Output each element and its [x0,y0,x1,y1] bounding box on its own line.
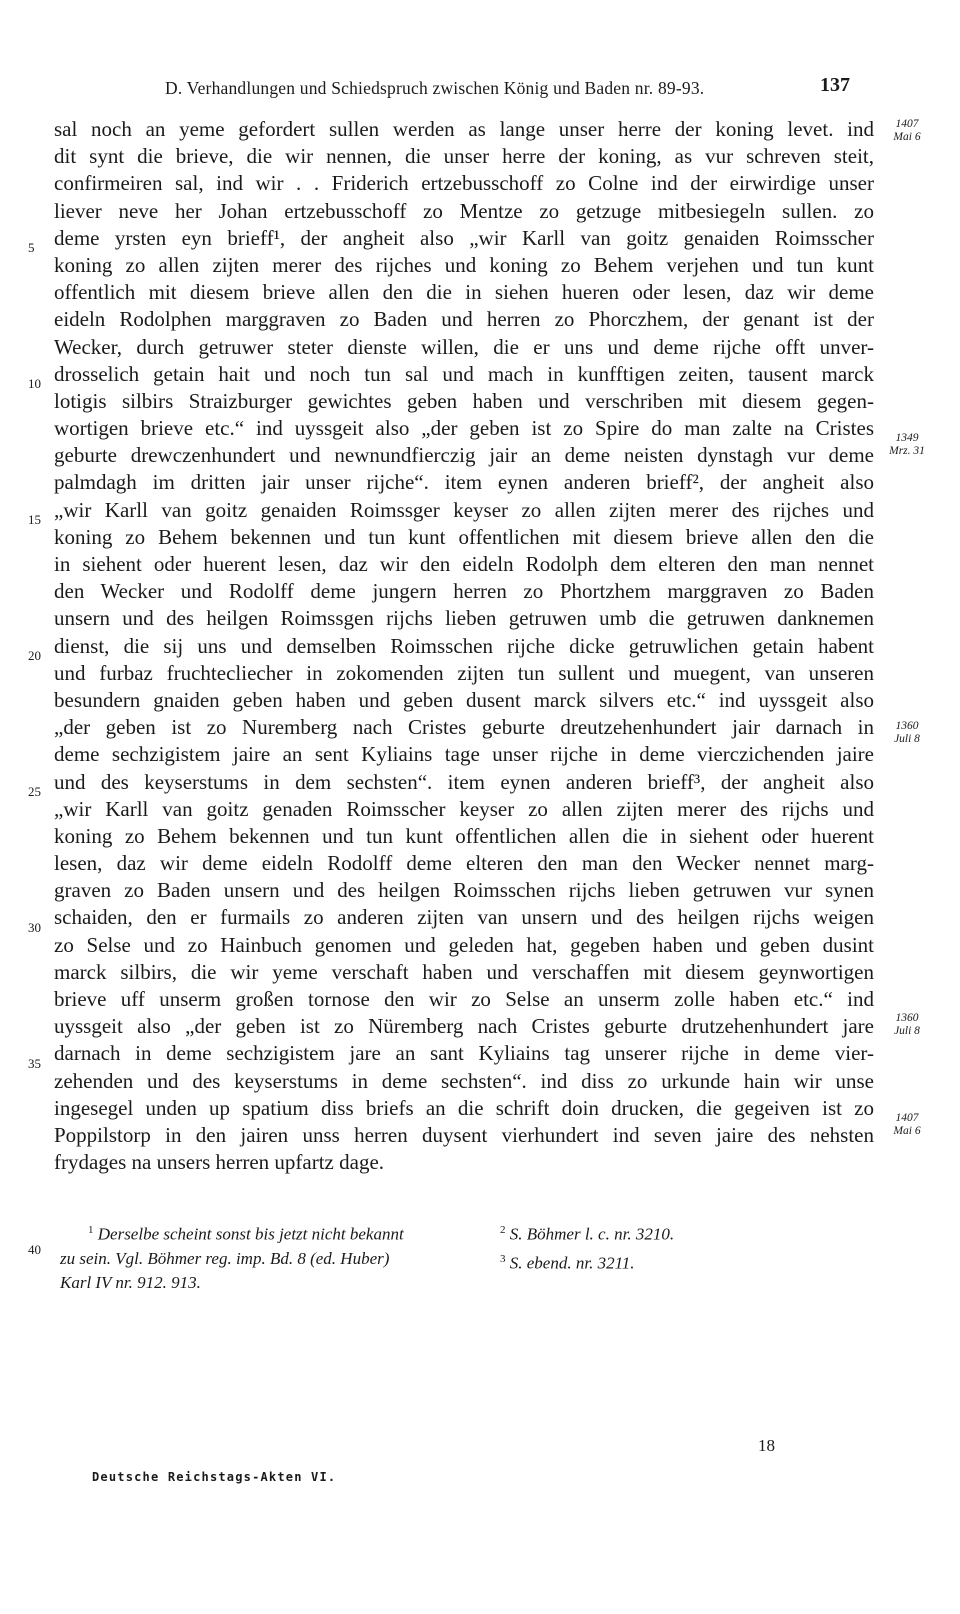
margin-date-day: Mrz. 31 [889,445,925,457]
text-line: „wir Karll van goitz genaden Roimsscher keyser zo allen zijten merer des rijchs und [54,796,874,821]
margin-date [872,1012,942,1038]
text-line: wortigen brieve etc.“ ind uyssgeit also „der geben ist zo Spire do man zalte na Cristes [54,416,874,441]
footnote-marker: 1 [88,1224,94,1236]
margin-date [872,1112,942,1138]
text-line: „der geben ist zo Nuremberg nach Cristes geburte dreutzehenhundert jair darnach in [54,715,874,740]
footnote-3 [500,1247,900,1276]
text-line: koning zo Behem bekennen und tun kunt offentlichen allen die in siehent oder huerent [54,823,874,848]
text-line: deme sechzigistem jaire an sent Kyliains tage unser rijche in deme vierczichenden jaire [54,742,874,767]
margin-date-day: Mai 6 [893,131,921,143]
imprint-signature: Deutsche Reichstags-Akten VI. [92,1470,337,1484]
footnote-text: zu sein. Vgl. Böhmer reg. imp. Bd. 8 (ed. Huber) [60,1248,390,1268]
margin-date [872,118,942,144]
text-line: uyssgeit also „der geben ist zo Nüremberg nach Cristes geburte drutzehenhundert jare [54,1014,874,1039]
text-line: geburte drewczenhundert und newnundfierczig jair an deme neisten dynstagh vur deme [54,443,874,468]
footnote-text: Derselbe scheint sonst bis jetzt nicht bekannt [97,1224,404,1244]
margin-date [872,720,942,746]
margin-date-year: 1349 [895,432,919,444]
page-header [0,66,960,102]
text-line: und des keyserstums in dem sechsten“. item eynen anderen brieff³, der angheit also [54,769,874,794]
text-line: unsern und des heilgen Roimssgen rijchs lieben getruwen umb die getruwen danknemen [54,606,874,631]
footnote-marker: 3 [500,1252,506,1265]
text-line: offentlich mit diesem brieve allen den die in siehen hueren oder lesen, daz wir deme [54,280,874,305]
footnote-2 [500,1218,900,1247]
margin-date-year: 1407 [895,118,919,130]
margin-date-year: 1360 [895,720,919,732]
line-number: 35 [28,1056,41,1071]
sheet-number: 18 [758,1436,775,1455]
line-number: 40 [28,1242,41,1257]
text-line: sal noch an yeme gefordert sullen werden as lange unser herre der koning levet. ind [54,117,874,141]
text-line: lotigis silbirs Straizburger gewichtes geben haben und verschriben mit diesem gegen- [54,388,874,413]
text-line: lesen, daz wir deme eideln Rodolff deme elteren den man den Wecker nennet marg- [54,851,874,876]
text-line: liever neve her Johan ertzebusschoff zo Mentze zo getzuge mitbesiegeln sullen. zo [54,198,874,223]
footnote-text: S. Böhmer l. c. nr. 3210. [509,1224,675,1244]
text-line: den Wecker und Rodolff deme jungern herren zo Phortzhem marggraven zo Baden [54,579,874,604]
text-line: in siehent oder huerent lesen, daz wir den eideln Rodolph dem elteren den man nennet [54,552,874,576]
text-line: koning zo allen zijten merer des rijches und koning zo Behem verjehen und tun kunt [54,252,874,277]
text-line: eideln Rodolphen marggraven zo Baden und herren zo Phorczhem, der genant ist der [54,307,874,332]
footnote-text: S. ebend. nr. 3211. [509,1253,635,1273]
text-line: Poppilstorp in den jairen unss herren duysent vierhundert ind seven jaire des nehsten [54,1122,874,1147]
line-number: 5 [28,240,35,255]
text-line: deme yrsten eyn brieff¹, der angheit also „wir Karll van goitz genaiden Roimsscher [54,225,874,250]
text-line: darnach in deme sechzigistem jare an sant Kyliains tag unserer rijche in deme vier- [54,1041,874,1066]
text-line: frydages na unsers herren upfartz dage. [54,1150,385,1175]
text-line: und furbaz fruchtecliecher in zokomenden zijten tun sullent und muegent, van unseren [54,660,874,685]
footnote-text: Karl IV nr. 912. 913. [60,1272,201,1292]
text-line: dit synt die brieve, die wir nennen, die unser herre der koning, as vur schreven steit, [54,144,874,169]
body-text [54,116,874,1176]
text-line: dienst, die sij uns und demselben Roimsschen rijche dicke getruwlichen getain habent [54,633,874,658]
text-line: zehenden und des keyserstums in deme sechsten“. ind diss zo urkunde hain wir unse [54,1068,874,1093]
page-number: 137 [820,74,850,96]
line-number: 25 [28,784,41,799]
footnote-marker: 2 [500,1224,506,1236]
text-line: palmdagh im dritten jair unser rijche“. item eynen anderen brieff², der angheit also [54,470,874,495]
text-line: brieve uff unserm großen tornose den wir zo Selse an unserm zolle haben etc.“ ind [54,987,874,1011]
text-line: drosselich getain hait und noch tun sal und mach in kunfftigen zeiten, tausent marck [54,361,874,386]
line-number: 10 [28,376,41,391]
margin-date-year: 1407 [895,1112,919,1124]
text-line: confirmeiren sal, ind wir . . Friderich ertzebusschoff zo Colne ind der eirwirdige unser [54,171,874,196]
margin-date-day: Mai 6 [893,1125,921,1137]
line-number: 15 [28,512,41,527]
footnotes-right [500,1218,900,1275]
text-line: besundern gnaiden geben haben und geben dusent marck silvers etc.“ ind uyssgeit also [54,687,874,712]
text-line: marck silbirs, die wir yeme verschaft haben und verschaffen mit diesem geynwortigen [54,959,874,984]
margin-date-day: Juli 8 [894,733,920,745]
text-line: zo Selse und zo Hainbuch genomen und geleden hat, gegeben haben und geben dusint [54,932,874,957]
running-head: D. Verhandlungen und Schiedspruch zwischen König und Baden nr. 89-93. [165,78,705,98]
margin-date-day: Juli 8 [894,1025,920,1037]
text-line: koning zo Behem bekennen und tun kunt offentlichen mit diesem brieve allen den die [54,524,874,549]
margin-date-year: 1360 [895,1012,919,1024]
margin-date [872,432,942,458]
text-line: Wecker, durch getruwer steter dienste willen, die er uns und deme rijche offt unver- [54,334,874,359]
line-number: 20 [28,648,41,663]
text-line: ingesegel unden up spatium diss briefs an die schrift doin drucken, die gegeiven ist zo [54,1095,874,1120]
footnote-1 [60,1218,460,1295]
text-line: graven zo Baden unsern und des heilgen Roimsschen rijchs lieben getruwen vur synen [54,878,874,903]
text-line: schaiden, den er furmails zo anderen zijten van unsern und des heilgen rijchs weigen [54,905,874,930]
text-line: „wir Karll van goitz genaiden Roimssger keyser zo allen zijten merer des rijches und [54,497,874,522]
line-number: 30 [28,920,41,935]
